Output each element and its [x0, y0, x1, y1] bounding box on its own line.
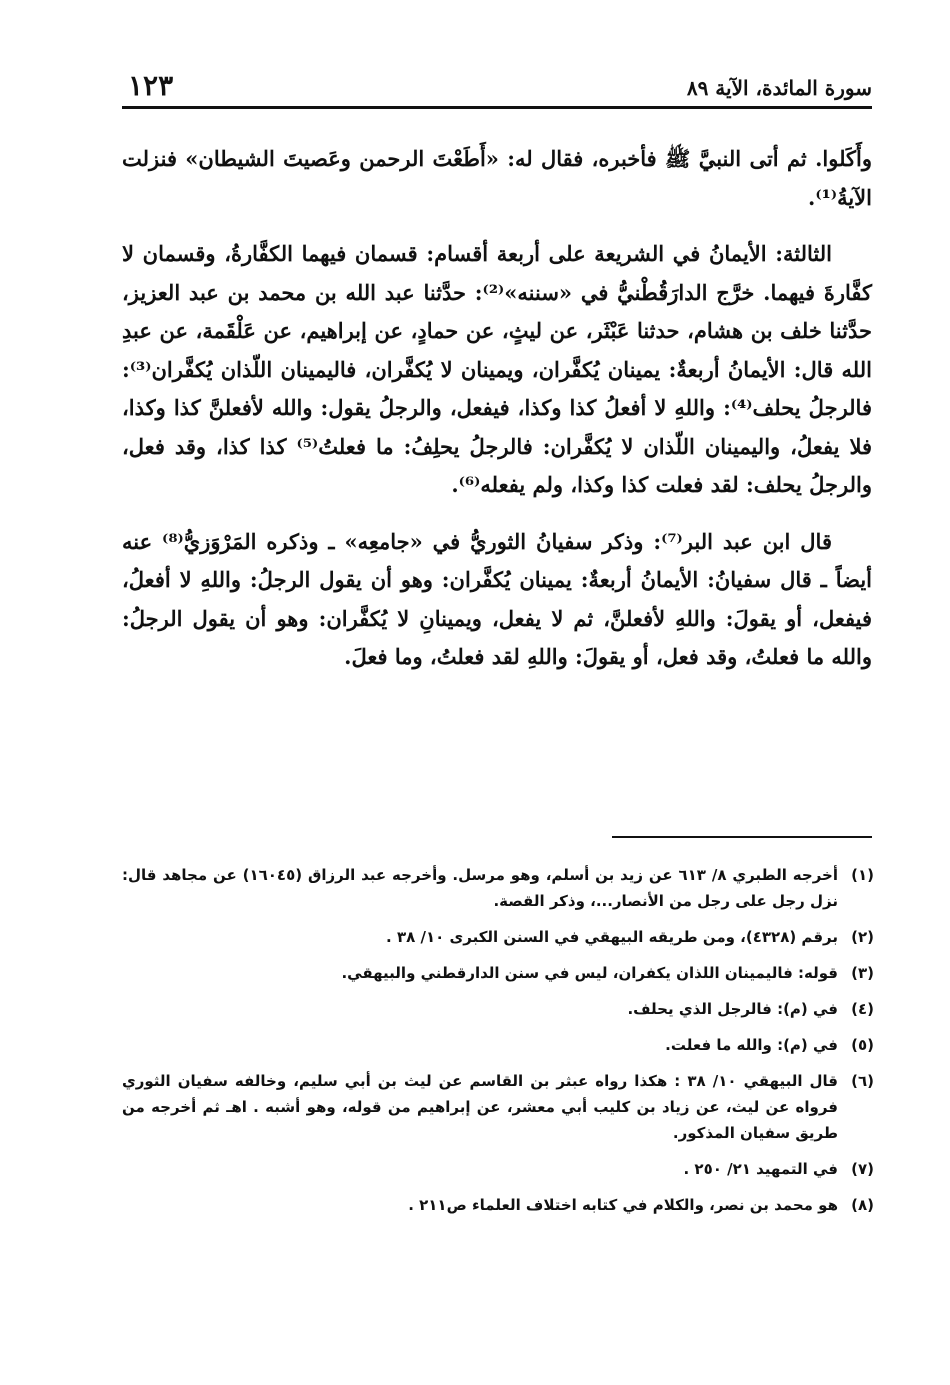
footnote-text: في (م): فالرجل الذي يحلف. [627, 1000, 838, 1018]
footnote [122, 862, 874, 914]
footnote-text: برقم (٤٣٢٨)، ومن طريقه البيهقي في السنن الكبرى ١٠/ ٣٨ . [386, 928, 838, 946]
page-number: ١٢٣ [128, 69, 174, 102]
footnote-text: قال البيهقي ١٠/ ٣٨ : هكذا رواه عبثر بن القاسم عن ليث بن أبي سليم، وخالفه سفيان الثوري فرواه عن ليث، عن زياد بن كليب أبي معشر، عن إبراهيم من قوله، وهو أشبه . اهـ ثم أخرجه من طريق سفيان المذكور. [122, 1072, 839, 1142]
footnote-text: هو محمد بن نصر، والكلام في كتابه اختلاف العلماء ص٢١١ . [408, 1196, 838, 1214]
footnote-number: (٣) [851, 964, 874, 982]
header-rule [122, 106, 872, 109]
footnote-number: (٥) [851, 1036, 874, 1054]
footnote-text: في (م): والله ما فعلت. [665, 1036, 838, 1054]
footnote [122, 960, 874, 986]
footnote-number: (١) [851, 866, 874, 884]
footnote [122, 1156, 874, 1182]
surah-verse-title: سورة المائدة، الآية ٨٩ [686, 76, 872, 100]
footnote-number: (٨) [851, 1196, 874, 1214]
footnote [122, 996, 874, 1022]
footnotes [122, 862, 874, 1228]
paragraph-third-issue: الثالثة: الأيمانُ في الشريعة على أربعة أقسام: قسمان فيهما الكفَّارةُ، وقسمان لا كفَّارةَ فيهما. خرَّج الدارَقُطْنيُّ في «سننه»⁽²⁾: حدَّثنا عبد الله بن محمد بن عبد العزيز، حدَّثنا خلف بن هشام، حدثنا عَبْثَر، عن ليثٍ، عن حمادٍ، عن إبراهيم، عن عَلْقَمة، عن عبدِ الله قال: الأيمانُ أربعةٌ: يمينان يُكفَّران، ويمينان لا يُكفَّران، فاليمينان اللّذان يُكفَّران⁽³⁾: فالرجلُ يحلف⁽⁴⁾: واللهِ لا أفعلُ كذا وكذا، فيفعل، والرجلُ يقول: والله لأفعلنَّ كذا وكذا، فلا يفعلُ، واليمينان اللّذان لا يُكفَّران: فالرجلُ يحلِفُ: ما فعلتُ⁽⁵⁾ كذا كذا، وقد فعل، والرجلُ يحلف: لقد فعلت كذا وكذا، ولم يفعله⁽⁶⁾. [122, 241, 873, 497]
main-text [122, 140, 872, 695]
footnote [122, 1032, 874, 1058]
paragraph-ibn-abd-al-barr: قال ابن عبد البر⁽⁷⁾: وذكر سفيانُ الثوريُّ في «جامعِه» ـ وذكره المَرْوَزيُّ⁽⁸⁾ عنه أيضاً ـ قال سفيانُ: الأيمانُ أربعةٌ: يمينان يُكفَّران: وهو أن يقول الرجلُ: واللهِ لا أفعلُ، فيفعل، أو يقولَ: واللهِ لأفعلنَّ، ثم لا يفعل، ويمينانِ لا يُكفَّران: وهو أن يقول الرجلُ: والله ما فعلتُ، وقد فعل، أو يقولَ: واللهِ لقد فعلتُ، وما فعلَ. [122, 528, 872, 669]
footnote-text: قوله: فاليمينان اللذان يكفران، ليس في سنن الدارقطني والبيهقي. [341, 964, 838, 982]
footnote-number: (٢) [851, 928, 874, 946]
footnote-number: (٦) [851, 1072, 874, 1090]
footnote-text: في التمهيد ٢١/ ٢٥٠ . [683, 1160, 838, 1178]
footnote-number: (٧) [851, 1160, 874, 1178]
footnote-number: (٤) [851, 1000, 874, 1018]
running-header [122, 60, 872, 100]
footnote-text: أخرجه الطبري ٨/ ٦١٣ عن زيد بن أسلم، وهو مرسل. وأخرجه عبد الرزاق (١٦٠٤٥) عن مجاهد قال: نزل رجل على رجل من الأنصار...، وذكر القصة. [122, 866, 838, 910]
footnote-separator [612, 836, 872, 838]
footnote [122, 1068, 874, 1146]
footnote [122, 1192, 874, 1218]
footnote [122, 924, 874, 950]
paragraph-continuation: وأَكَلوا. ثم أتى النبيَّ ﷺ فأخبره، فقال له: «أَطَعْتَ الرحمن وعَصيتَ الشيطان» فنزلت الآيةُ⁽¹⁾. [122, 146, 872, 210]
